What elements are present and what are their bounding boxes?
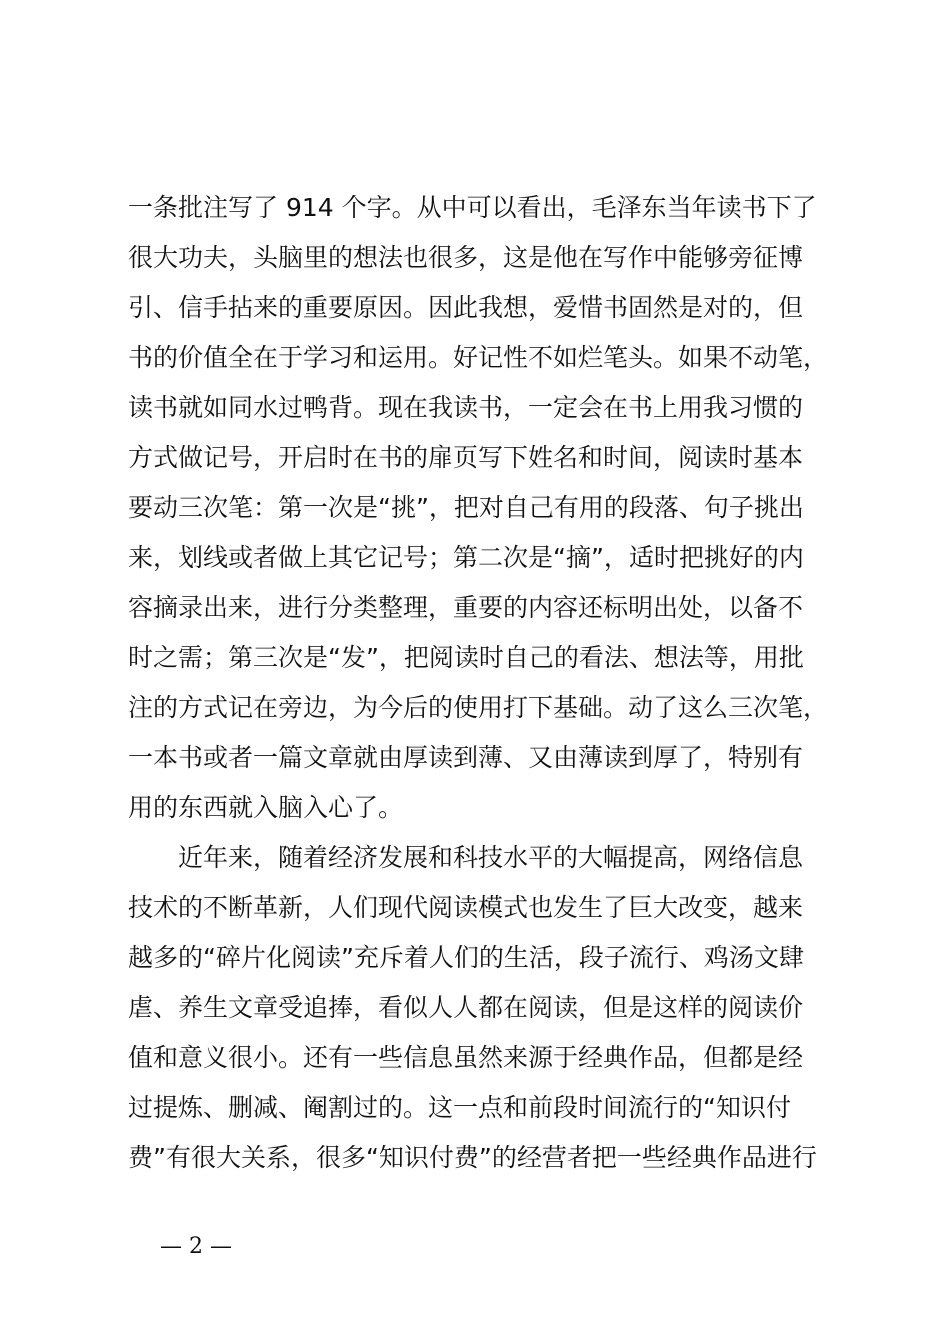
text-line: 一条批注写了 914 个字。从中可以看出，毛泽东当年读书下了 (128, 193, 817, 222)
text-line: 过提炼、删减、阉割过的。这一点和前段时间流行的“知识付 (128, 1093, 791, 1122)
text-line: 越多的“碎片化阅读”充斥着人们的生活，段子流行、鸡汤文肆 (128, 943, 804, 972)
text-line: 用的东西就入脑入心了。 (128, 793, 404, 822)
text-line: 技术的不断革新，人们现代阅读模式也发生了巨大改变，越来 (128, 893, 804, 922)
text-line: 来，划线或者做上其它记号；第二次是“摘”，适时把挑好的内 (128, 543, 804, 572)
text-line: 虐、养生文章受追捧，看似人人都在阅读，但是这样的阅读价 (128, 993, 804, 1022)
document-body (128, 183, 828, 1183)
text-line: 读书就如同水过鸭背。现在我读书，一定会在书上用我习惯的 (128, 393, 804, 422)
text-line: 费”有很大关系，很多“知识付费”的经营者把一些经典作品进行 (128, 1143, 817, 1172)
text-line: 书的价值全在于学习和运用。好记性不如烂笔头。如果不动笔， (128, 343, 829, 372)
text-line: 容摘录出来，进行分类整理，重要的内容还标明出处，以备不 (128, 593, 804, 622)
text-line: 很大功夫，头脑里的想法也很多，这是他在写作中能够旁征博 (128, 243, 804, 272)
text-line: 一本书或者一篇文章就由厚读到薄、又由薄读到厚了，特别有 (128, 743, 804, 772)
paragraph-first-line: 近年来，随着经济发展和科技水平的大幅提高，网络信息 (178, 843, 804, 872)
text-line: 方式做记号，开启时在书的扉页写下姓名和时间，阅读时基本 (128, 443, 804, 472)
text-line: 要动三次笔：第一次是“挑”，把对自己有用的段落、句子挑出 (128, 493, 804, 522)
text-line: 时之需；第三次是“发”，把阅读时自己的看法、想法等，用批 (128, 643, 804, 672)
text-line: 值和意义很小。还有一些信息虽然来源于经典作品，但都是经 (128, 1043, 804, 1072)
text-line: 注的方式记在旁边，为今后的使用打下基础。动了这么三次笔， (128, 693, 829, 722)
text-line: 引、信手拈来的重要原因。因此我想，爱惜书固然是对的，但 (128, 293, 804, 322)
page-number: — 2 — (160, 1234, 232, 1259)
